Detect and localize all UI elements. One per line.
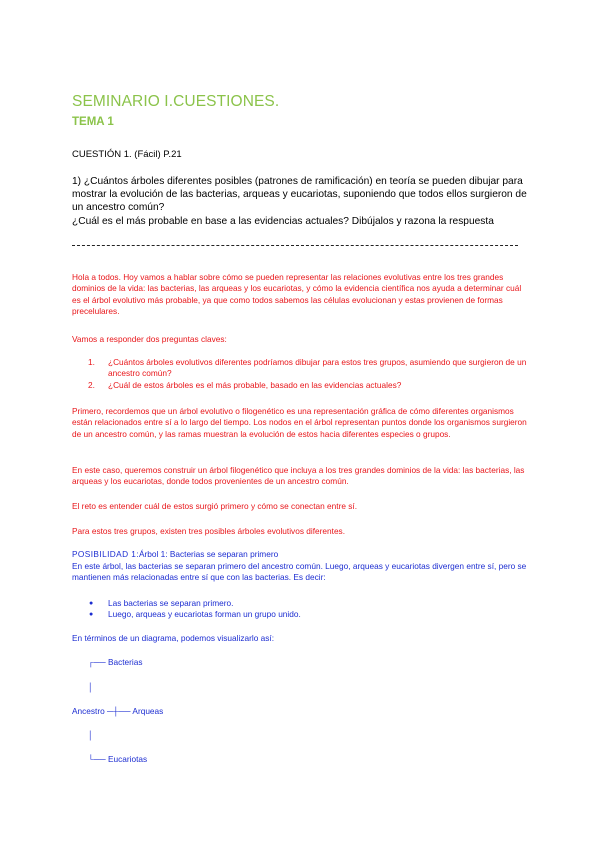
list-item-text: ¿Cuántos árboles evolutivos diferentes podríamos dibujar para estos tres grupos, asumiendo que surgieron de un ancestro común? (108, 357, 527, 379)
list-item-text: Luego, arqueas y eucariotas forman un grupo unido. (108, 609, 301, 620)
list-item (72, 380, 532, 391)
tree-line-bacterias: ┌── Bacterias (88, 657, 143, 667)
case-paragraph: En este caso, queremos construir un árbol filogenético que incluya a los tres grandes dominios de la vida: las bacterias, las arqueas y los eucariotas, donde todos provenientes de un ancestro común. (72, 465, 525, 487)
key-questions-intro: Vamos a responder dos preguntas claves: (72, 334, 227, 344)
list-number: 2. (88, 379, 95, 390)
tree-line-connector: │ (88, 730, 94, 740)
tree-line-ancestro-arqueas: Ancestro ─┼── Arqueas (72, 706, 164, 716)
list-number: 1. (88, 357, 95, 367)
possibility-label: POSIBILIDAD 1: (72, 549, 139, 559)
bullet-icon: ● (89, 611, 94, 619)
list-item (72, 609, 532, 620)
diagram-intro: En términos de un diagrama, podemos visualizarlo así: (72, 633, 274, 643)
tree-line-eucariotas: └── Eucariotas (88, 754, 148, 764)
question-text-part-1: 1) ¿Cuántos árboles diferentes posibles (patrones de ramificación) en teoría se pueden dibujar para mostrar la evolución de las bacterias, arqueas y eucariotas, suponiendo que todos ellos surgieron de un ancestro común? (72, 176, 527, 214)
challenge-paragraph: El reto es entender cuál de estos surgió primero y cómo se conectan entre sí. (72, 501, 358, 511)
key-questions-list (72, 357, 532, 391)
list-item (72, 357, 532, 380)
document-subtitle: TEMA 1 (72, 116, 114, 128)
answer-intro: Hola a todos. Hoy vamos a hablar sobre cómo se pueden representar las relaciones evolutivas entre los tres grandes dominios de la vida: las bacterias, las arqueas y los eucariotas, y cómo la evidencia científica nos ayuda a determinar cuál es el árbol evolutivo más probable, ya que como todos sabemos las células evolucionan y estas provienen de formas precelulares. (72, 272, 522, 317)
list-item-text: Las bacterias se separan primero. (108, 598, 234, 608)
tree-line-connector: │ (88, 682, 94, 692)
dashed-divider (72, 245, 518, 246)
question-heading: CUESTIÓN 1. (Fácil) P.21 (72, 149, 182, 160)
question-text-part-2: ¿Cuál es el más probable en base a las evidencias actuales? Dibújalos y razona la respuesta (72, 215, 494, 227)
list-item (72, 598, 532, 609)
list-item-text: ¿Cuál de estos árboles es el más probable, basado en las evidencias actuales? (108, 379, 402, 390)
bullet-icon: ● (89, 600, 94, 607)
possibility-bullets (72, 598, 532, 621)
question-text (72, 175, 534, 228)
possibility-title: Árbol 1: Bacterias se separan primero (138, 549, 279, 559)
tree-definition-paragraph: Primero, recordemos que un árbol evolutivo o filogenético es una representación gráfica de cómo diferentes organismos están relacionados entre sí a lo largo del tiempo. Los nodos en el árbol representan puntos donde los organismos surgieron de un ancestro común, y las ramas muestran la evolución de estos hacia diferentes especies o grupos. (72, 406, 527, 439)
possibility-explanation: En este árbol, las bacterias se separan primero del ancestro común. Luego, arqueas y eucariotas divergen entre sí, pero se mantienen más relacionadas entre sí que con las bacterias. Es decir: (72, 561, 527, 583)
document-title: SEMINARIO I.CUESTIONES. (72, 93, 280, 110)
possibilities-paragraph: Para estos tres grupos, existen tres posibles árboles evolutivos diferentes. (72, 526, 346, 536)
possibility-heading (72, 549, 532, 560)
